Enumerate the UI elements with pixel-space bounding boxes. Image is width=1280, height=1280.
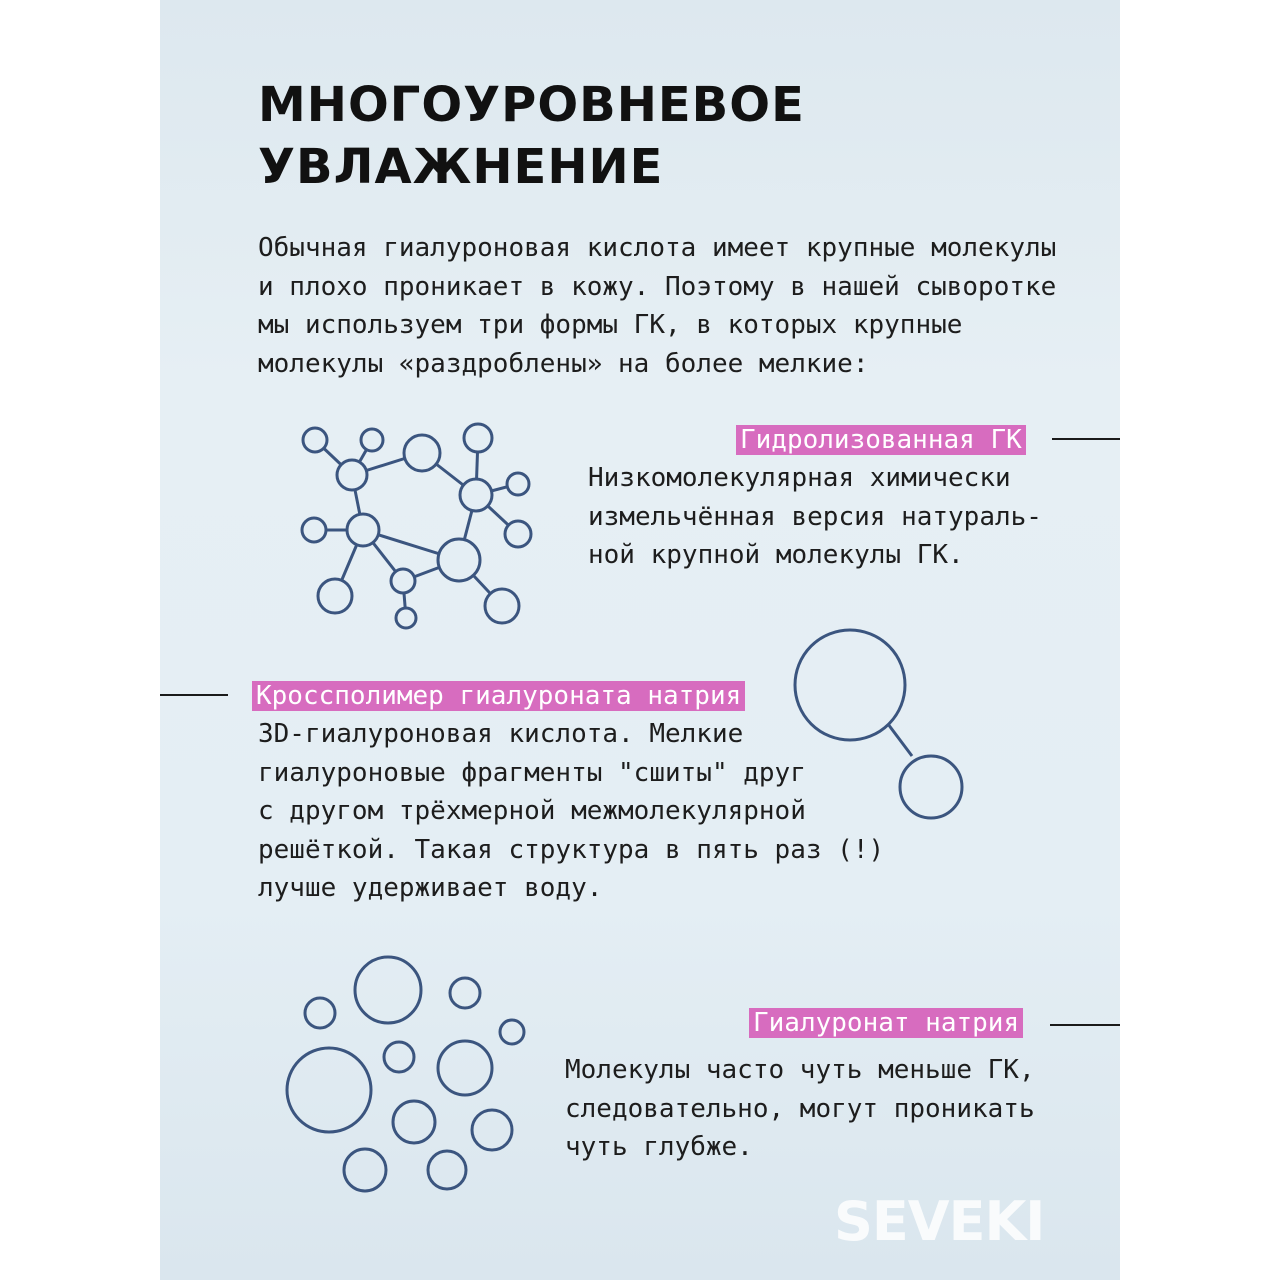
title-line-2: УВЛАЖНЕНИЕ (258, 139, 664, 195)
intro-line: молекулы «раздроблены» на более мелкие: (258, 348, 869, 379)
form-label-crosspolymer: Кроссполимер гиалуроната натрия (252, 681, 745, 711)
description-line: Молекулы часто чуть меньше ГК, (565, 1055, 1035, 1085)
description-line: ной крупной молекулы ГК. (588, 540, 964, 570)
intro-line: Обычная гиалуроновая кислота имеет крупные молекулы (258, 233, 1057, 263)
connector-line (160, 694, 228, 696)
molecule-network-icon (290, 415, 540, 640)
molecule-bubbles-icon (280, 950, 530, 1190)
form-label-sodium-hyaluronate: Гиалуронат натрия (749, 1008, 1023, 1038)
form-description-sodium-hyaluronate (565, 1051, 1035, 1167)
page-title (258, 74, 805, 198)
description-line: с другом трёхмерной межмолекулярной (258, 796, 806, 826)
description-line: измельчённая версия натураль- (588, 501, 1042, 532)
form-label-hydrolyzed: Гидролизованная ГК (736, 425, 1026, 455)
description-line: гиалуроновые фрагменты "сшиты" друг (258, 757, 806, 788)
intro-line: мы используем три формы ГК, в которых крупные (258, 310, 963, 340)
intro-line: и плохо проникает в кожу. Поэтому в нашей сыворотке (258, 271, 1057, 302)
brand-logo: SEVEKI (834, 1190, 1045, 1253)
description-line: Низкомолекулярная химически (588, 463, 1011, 493)
connector-line (1050, 1024, 1120, 1026)
connector-line (1052, 438, 1120, 440)
description-line: 3D-гиалуроновая кислота. Мелкие (258, 719, 744, 749)
description-line: чуть глубже. (565, 1132, 753, 1162)
description-line: решёткой. Такая структура в пять раз (!) (258, 834, 885, 865)
form-description-crosspolymer (258, 715, 884, 908)
description-line: лучше удерживает воду. (258, 873, 603, 903)
title-line-1: МНОГОУРОВНЕВОЕ (258, 77, 805, 133)
form-description-hydrolyzed (588, 459, 1042, 575)
description-line: следовательно, могут проникать (565, 1093, 1035, 1124)
intro-paragraph (258, 229, 1056, 383)
